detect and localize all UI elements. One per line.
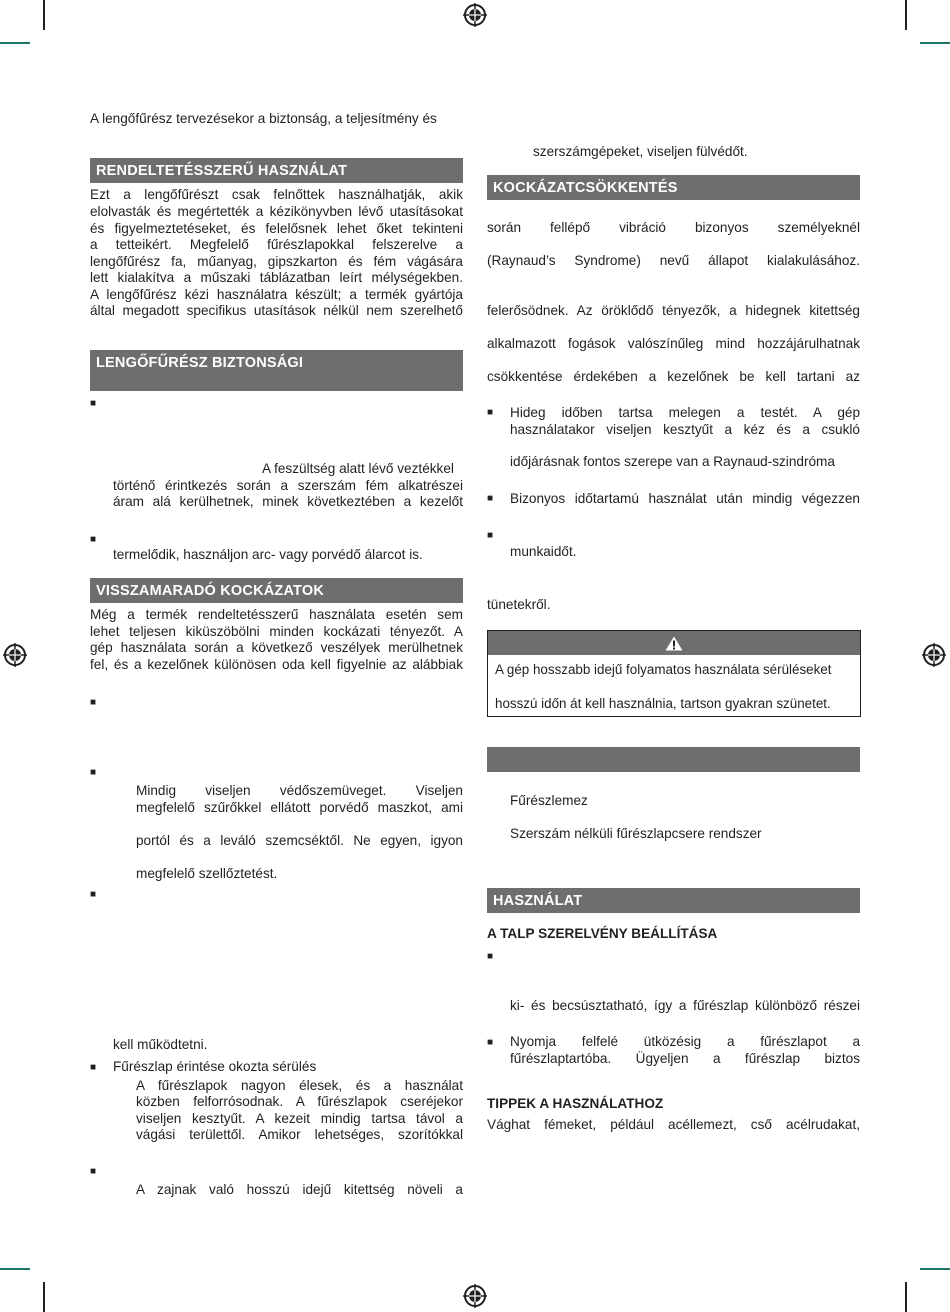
section-title: KOCKÁZATCSÖKKENTÉS — [493, 180, 678, 196]
paragraph-line: és figyelmeztetéseket, és felelősnek lehet őket tekinteni — [90, 221, 463, 236]
text-line: tünetekről. — [487, 597, 551, 612]
text-line: Bizonyos időtartamú használat után mindig végezzen — [510, 491, 860, 506]
warning-box — [487, 630, 861, 717]
text-line: megfelelő szellőztetést. — [136, 866, 278, 881]
section-title: LENGŐFŰRÉSZ BIZTONSÁGI — [96, 355, 304, 371]
text-line: fűrészlaptartóba. Ügyeljen a fűrészlap biztos — [510, 1051, 860, 1066]
text-line: Vághat fémeket, például acéllemezt, cső acélrudakat, — [487, 1117, 860, 1132]
bullet-square-icon: ■ — [487, 951, 494, 962]
text-line: kell működtetni. — [113, 1037, 208, 1052]
crop-mark — [43, 1282, 45, 1312]
bullet-square-icon: ■ — [90, 1166, 97, 1177]
crop-mark — [905, 0, 907, 30]
section-title: VISSZAMARADÓ KOCKÁZATOK — [96, 583, 325, 599]
warning-text: hosszú időn át kell használnia, tartson gyakran szünetet. — [495, 696, 831, 711]
paragraph-line: Ezt a lengőfűrészt csak felnőttek használhatják, akik — [90, 187, 463, 202]
bullet-square-icon: ■ — [90, 767, 97, 778]
text-line: termelődik, használjon arc- vagy porvédő álarcot is. — [113, 547, 423, 562]
text-line: Nyomja felfelé ütközésig a fűrészlapot a — [510, 1034, 860, 1049]
bullet-square-icon: ■ — [487, 1037, 494, 1048]
section-header-residual-risks — [90, 578, 463, 603]
warning-triangle-icon — [665, 636, 683, 651]
text-line: felerősödnek. Az öröklődő tényezők, a hidegnek kitettség — [487, 303, 860, 318]
paragraph-line: által megadott specifikus utasítások nélkül nem szerelhető — [90, 303, 463, 318]
subheading: TIPPEK A HASZNÁLATHOZ — [487, 1096, 664, 1111]
text-line: munkaidőt. — [510, 544, 577, 559]
text-line: ki- és becsúsztatható, így a fűrészlap különböző részei — [510, 998, 860, 1013]
paragraph-line: lengőfűrész fa, műanyag, gipszkarton és fém vágására — [90, 254, 463, 269]
paragraph-line: a tetteikért. Megfelelő fűrészlapokkal felszerelve a — [90, 237, 463, 252]
text-line: során fellépő vibráció bizonyos személyeknél — [487, 220, 860, 235]
text-line: áram alá kerülhetnek, minek következtében a kezelőt — [113, 494, 463, 509]
text-line: Hideg időben tartsa melegen a testét. A gép — [510, 405, 860, 420]
registration-mark-icon — [463, 3, 487, 27]
registration-mark-icon — [922, 643, 946, 667]
paragraph-line: A lengőfűrész kézi használatra készült; a termék gyártója — [90, 287, 463, 302]
text-line: A zajnak való hosszú idejű kitettség növeli a — [136, 1182, 463, 1197]
section-header-accessories — [487, 747, 860, 772]
text-line: vágási területtől. Amikor lehetséges, szorítókkal — [136, 1127, 463, 1142]
paragraph-line: fel, és a kezelőnek különösen oda kell figyelnie az alábbiak — [90, 657, 463, 672]
bullet-square-icon: ■ — [90, 889, 97, 900]
crop-mark — [905, 1282, 907, 1312]
paragraph-line: elolvasták és megértették a kézikönyvben lévő utasításokat — [90, 204, 463, 219]
subheading: A TALP SZERELVÉNY BEÁLLÍTÁSA — [487, 926, 718, 941]
text-line: szerszámgépeket, viseljen fülvédőt. — [533, 144, 748, 159]
bullet-square-icon: ■ — [90, 1062, 97, 1073]
crop-mark — [920, 1268, 950, 1270]
section-header-safety — [90, 350, 463, 391]
text-line: A fűrészlapok nagyon élesek, és a használat — [136, 1078, 463, 1093]
bullet-square-icon: ■ — [90, 697, 97, 708]
section-header-risk-reduction — [487, 175, 860, 200]
registration-mark-icon — [3, 643, 27, 667]
section-title: HASZNÁLAT — [493, 893, 583, 909]
section-header-usage — [487, 888, 860, 913]
text-line: Mindig viseljen védőszemüveget. Viseljen — [136, 783, 463, 798]
text-line: A feszültség alatt lévő veztékkel — [262, 461, 454, 476]
text-line: alkalmazott fogások valószínűleg mind hozzájárulhatnak — [487, 336, 860, 351]
crop-mark — [0, 1268, 30, 1270]
section-title: RENDELTETÉSSZERŰ HASZNÁLAT — [96, 163, 348, 179]
text-line: csökkentése érdekében a kezelőnek be kell tartani az — [487, 369, 860, 384]
bullet-square-icon: ■ — [487, 407, 494, 418]
warning-header — [488, 631, 860, 655]
paragraph-line: lett kialakítva a műszaki táblázatban leírt mélységekben. — [90, 270, 463, 285]
text-line: viseljen kesztyűt. A kezeit mindig tartsa távol a — [136, 1111, 463, 1126]
text-line: közben felforrósodnak. A fűrészlapok cseréjekor — [136, 1094, 463, 1109]
registration-mark-icon — [463, 1284, 487, 1308]
list-item: Szerszám nélküli fűrészlapcsere rendszer — [510, 826, 762, 841]
text-line: használatakor viseljen kesztyűt a kéz és a csukló — [510, 422, 860, 437]
blade-injury-title: Fűrészlap érintése okozta sérülés — [113, 1059, 317, 1074]
paragraph-line: gép használata során a következő veszélyek merülhetnek — [90, 640, 463, 655]
text-line: portól és a leváló szemcséktől. Ne egyen, igyon — [136, 833, 463, 848]
text-line: időjárásnak fontos szerepe van a Raynaud-szindróma — [510, 454, 835, 469]
text-line: (Raynaud’s Syndrome) nevű állapot kialakulásához. — [487, 253, 860, 268]
text-line: megfelelő szűrőkkel ellátott porvédő maszkot, ami — [136, 800, 463, 815]
list-item: Fűrészlemez — [510, 793, 588, 808]
warning-text: A gép hosszabb idejű folyamatos használata sérüléseket — [495, 662, 832, 677]
crop-mark — [920, 42, 950, 44]
bullet-square-icon: ■ — [487, 530, 494, 541]
bullet-square-icon: ■ — [90, 534, 97, 545]
section-header-intended-use — [90, 158, 463, 183]
bullet-square-icon: ■ — [90, 398, 97, 409]
crop-mark — [43, 0, 45, 30]
text-line: történő érintkezés során a szerszám fém alkatrészei — [113, 478, 463, 493]
paragraph-line: lehet teljesen kiküszöbölni minden kockázati tényezőt. A — [90, 624, 463, 639]
intro-text: A lengőfűrész tervezésekor a biztonság, a teljesítmény és — [90, 111, 437, 126]
bullet-square-icon: ■ — [487, 493, 494, 504]
crop-mark — [0, 42, 30, 44]
paragraph-line: Még a termék rendeltetésszerű használata esetén sem — [90, 607, 463, 622]
